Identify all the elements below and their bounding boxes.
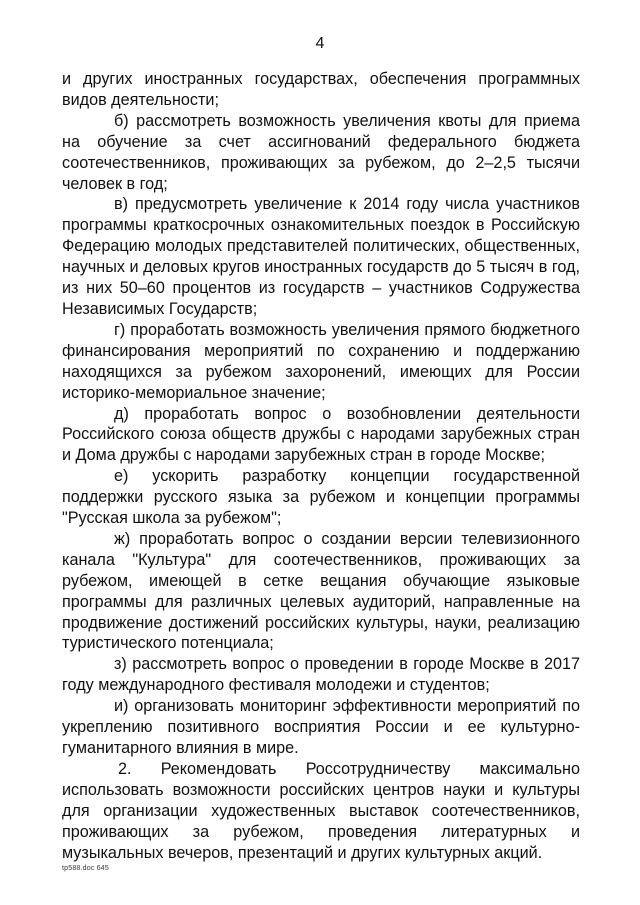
paragraph-item-z: з) рассмотреть вопрос о проведении в городе Москве в 2017 году международного фестиваля молодежи и студентов; xyxy=(62,655,580,695)
paragraph-item-g: г) проработать возможность увеличения прямого бюджетного финансирования мероприятий по сохранению и поддержанию находящихся за рубежом захоронений, имеющих для России историко-мемориальное значение; xyxy=(62,320,580,402)
paragraph-continuation: и других иностранных государствах, обеспечения программных видов деятельности; xyxy=(62,70,580,109)
footer-file-code: tp588.doc 645 xyxy=(62,865,109,872)
paragraph-item-i: и) организовать мониторинг эффективности мероприятий по укреплению позитивного восприятия России и ее культурно-гуманитарного влияния в мире. xyxy=(62,697,580,757)
document-body xyxy=(62,69,580,863)
paragraph-item-d: д) проработать вопрос о возобновлении деятельности Российского союза обществ дружбы с народами зарубежных стран и Дома дружбы с народами зарубежных стран в городе Москве; xyxy=(62,404,580,465)
page-number: 4 xyxy=(315,35,325,52)
paragraph-item-b: б) рассмотреть возможность увеличения квоты для приема на обучение за счет ассигнований федерального бюджета соотечественников, проживающих за рубежом, до 2–2,5 тысячи человек в год; xyxy=(62,111,580,193)
paragraph-point-2: 2. Рекомендовать Россотрудничеству максимально использовать возможности российских центров науки и культуры для организации художественных выставок соотечественников, проживающих за рубежом, проведения литературных и музыкальных вечеров, презентаций и других культурных акций. xyxy=(62,759,580,862)
paragraph-item-v: в) предусмотреть увеличение к 2014 году числа участников программы краткосрочных ознакомительных поездок в Российскую Федерацию молодых представителей политических, общественных, научных и деловых кругов иностранных государств до 5 тысяч в год, из них 50–60 процентов из государств – участников Содружества Независимых Государств; xyxy=(62,195,580,318)
paragraph-item-e: е) ускорить разработку концепции государственной поддержки русского языка за рубежом и концепции программы "Русская школа за рубежом"; xyxy=(62,467,580,528)
paragraph-item-zh: ж) проработать вопрос о создании версии телевизионного канала "Культура" для соотечественников, проживающих за рубежом, имеющей в сетке вещания обучающие языковые программы для различных целевых аудиторий, направленные на продвижение достижений российских культуры, науки, реализацию туристического потенциала; xyxy=(62,529,580,653)
